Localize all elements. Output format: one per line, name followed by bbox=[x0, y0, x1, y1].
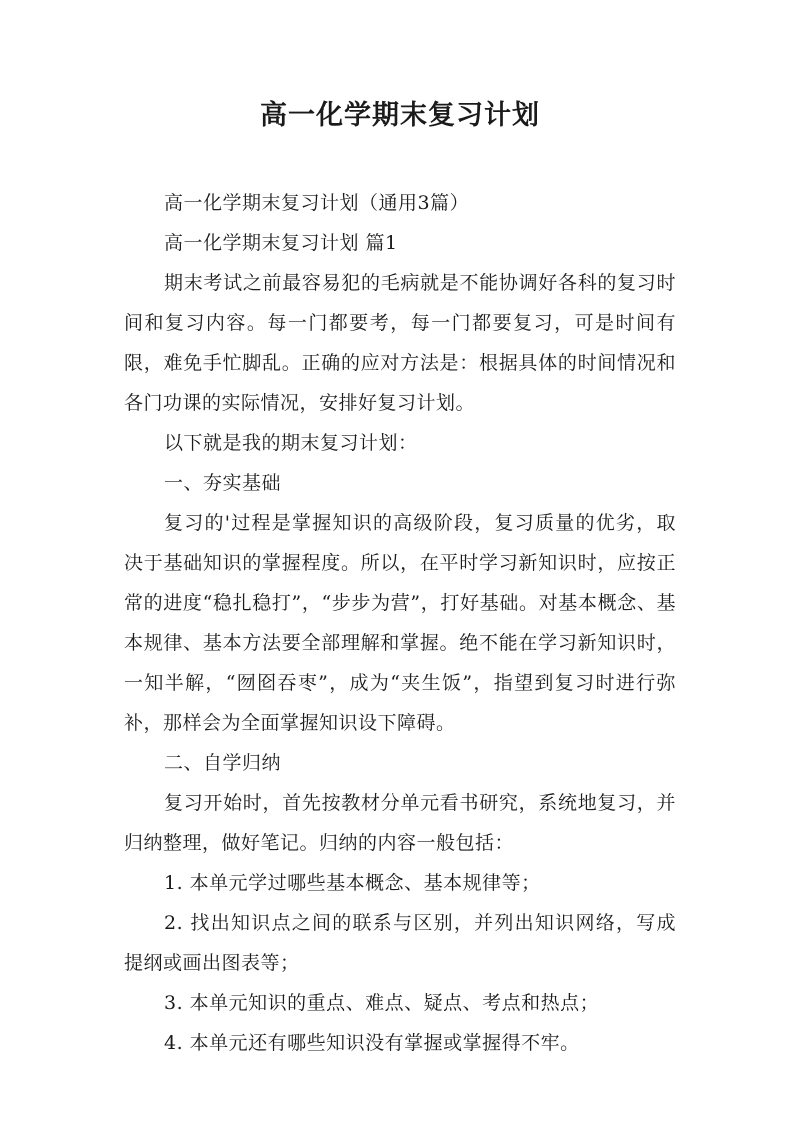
list-item: 4. 本单元还有哪些知识没有掌握或掌握得不牢。 bbox=[164, 1032, 580, 1054]
subheading: 一、夯实基础 bbox=[164, 472, 282, 494]
subtitle-paragraph: 高一化学期末复习计划（通用3篇） bbox=[164, 192, 470, 214]
subheading: 二、自学归纳 bbox=[164, 752, 282, 774]
document-body bbox=[124, 183, 676, 1063]
body-paragraph: 复习的'过程是掌握知识的高级阶段，复习质量的优劣，取决于基础知识的掌握程度。所以，在平时学习新知识时，应按正常的进度“稳扎稳打”，“步步为营”，打好基础。对基本概念、基本规律、基本方法要全部理解和掌握。绝不能在学习新知识时，一知半解，“囫囵吞枣”，成为“夹生饭”，指望到复习时进行弥补，那样会为全面掌握知识设下障碍。 bbox=[124, 512, 676, 734]
body-paragraph: 以下就是我的期末复习计划： bbox=[164, 432, 418, 454]
body-paragraph: 复习开始时，首先按教材分单元看书研究，系统地复习，并归纳整理，做好笔记。归纳的内容一般包括： bbox=[124, 792, 676, 854]
body-paragraph: 期末考试之前最容易犯的毛病就是不能协调好各科的复习时间和复习内容。每一门都要考，每一门都要复习，可是时间有限，难免手忙脚乱。正确的应对方法是：根据具体的时间情况和各门功课的实际情况，安排好复习计划。 bbox=[124, 272, 676, 414]
section-heading: 高一化学期末复习计划 篇1 bbox=[164, 232, 398, 254]
list-item: 3. 本单元知识的重点、难点、疑点、考点和热点； bbox=[164, 992, 600, 1014]
document-title: 高一化学期末复习计划 bbox=[260, 100, 540, 131]
list-item: 2. 找出知识点之间的联系与区别，并列出知识网络，写成提纲或画出图表等； bbox=[124, 912, 676, 974]
list-item: 1. 本单元学过哪些基本概念、基本规律等； bbox=[164, 872, 541, 894]
